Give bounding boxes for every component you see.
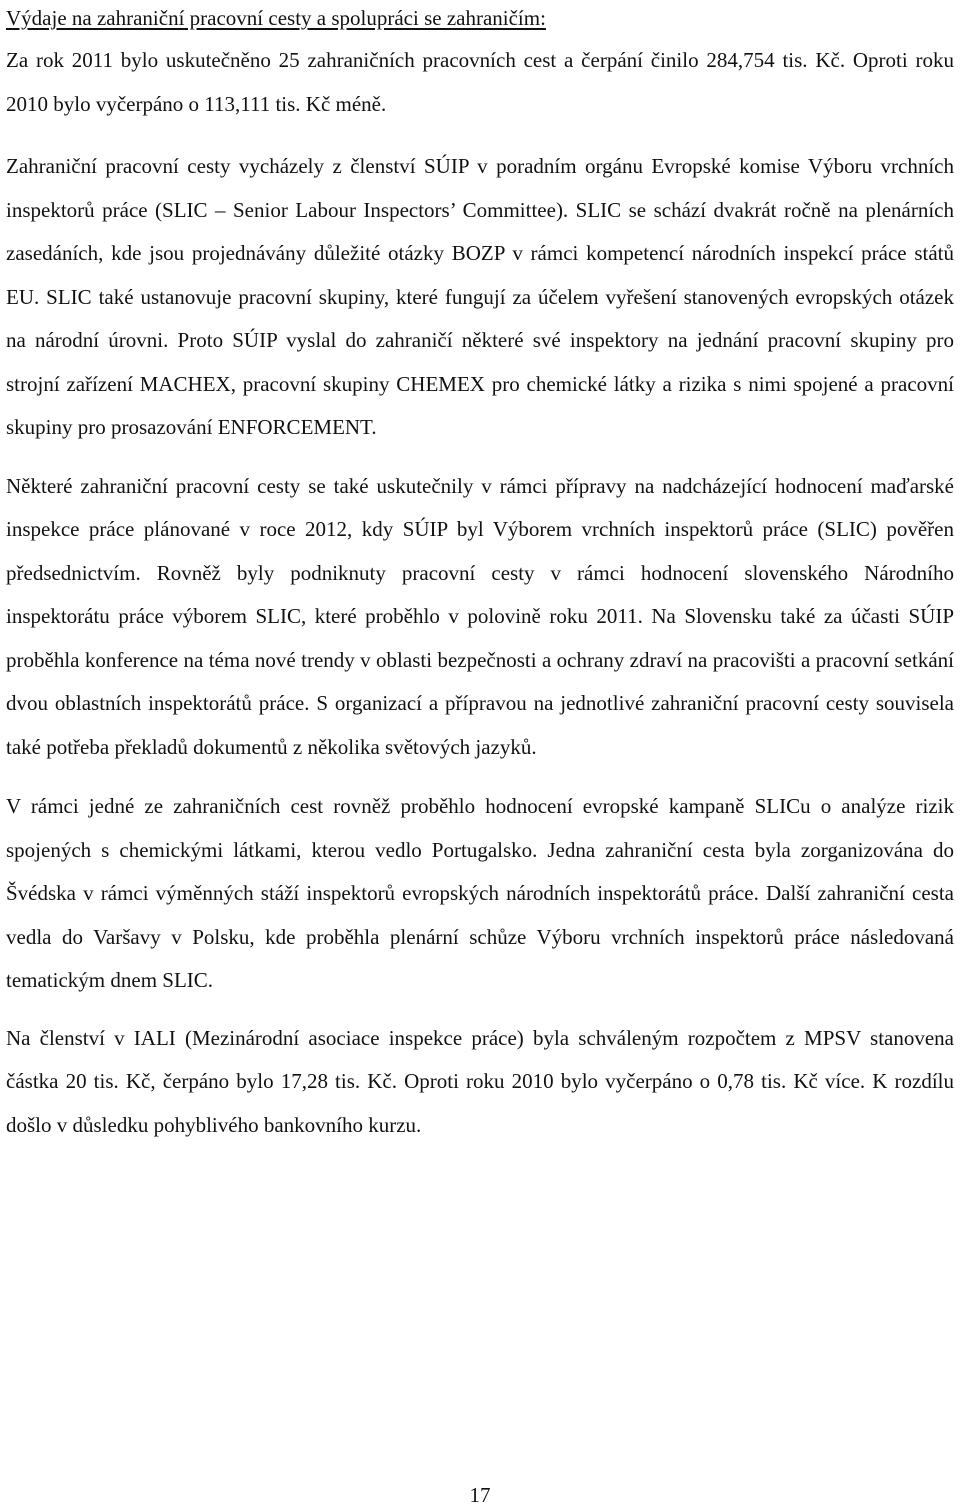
page-number: 17 [469, 1483, 491, 1507]
paragraph-iali-membership: Na členství v IALI (Mezinárodní asociace inspekce práce) byla schváleným rozpočtem z MPSV stanovena částka 20 tis. Kč, čerpáno bylo 17,28 tis. Kč. Oproti roku 2010 bylo vyčerpáno o 0,78 tis. Kč více. K rozdílu došlo v důsledku pohyblivého bankovního kurzu. [6, 1025, 954, 1137]
paragraph-campaign-trips: V rámci jedné ze zahraničních cest rovněž proběhlo hodnocení evropské kampaně SLICu o analýze rizik spojených s chemickými látkami, kterou vedlo Portugalsko. Jedna zahraniční cesta byla zorganizována do Švédska v rámci výměnných stáží inspektorů evropských národních inspektorátů práce. Další zahraniční cesta vedla do Varšavy v Polsku, kde proběhla plenární schůze Výboru vrchních inspektorů práce následovaná tematickým dnem SLIC. [6, 794, 954, 992]
paragraph-expense-summary: Za rok 2011 bylo uskutečněno 25 zahraničních pracovních cest a čerpání činilo 284,754 tis. Kč. Oproti roku 2010 bylo vyčerpáno o 113,111 tis. Kč méně. [6, 48, 954, 116]
paragraph-evaluations: Některé zahraniční pracovní cesty se také uskutečnily v rámci přípravy na nadcházející hodnocení maďarské inspekce práce plánované v roce 2012, kdy SÚIP byl Výborem vrchních inspektorů práce (SLIC) pověřen předsednictvím. Rovněž byly podniknuty pracovní cesty v rámci hodnocení slovenského Národního inspektorátu práce výborem SLIC, které proběhlo v polovině roku 2011. Na Slovensku také za účasti SÚIP proběhla konference na téma nové trendy v oblasti bezpečnosti a ochrany zdraví na pracovišti a pracovní setkání dvou oblastních inspektorátů práce. S organizací a přípravou na jednotlivé zahraniční pracovní cesty souvisela také potřeba překladů dokumentů z několika světových jazyků. [6, 473, 954, 759]
paragraph-slic-membership: Zahraniční pracovní cesty vycházely z členství SÚIP v poradním orgánu Evropské komise Výboru vrchních inspektorů práce (SLIC – Senior Labour Inspectors’ Committee). SLIC se schází dvakrát ročně na plenárních zasedáních, kde jsou projednávány důležité otázky BOZP v rámci kompetencí národních inspekcí práce států EU. SLIC také ustanovuje pracovní skupiny, které fungují za účelem vyřešení stanovených evropských otázek na národní úrovni. Proto SÚIP vyslal do zahraničí některé své inspektory na jednání pracovní skupiny pro strojní zařízení MACHEX, pracovní skupiny CHEMEX pro chemické látky a rizika s nimi spojené a pracovní skupiny pro prosazování ENFORCEMENT. [6, 154, 954, 439]
document-body [6, 0, 954, 1147]
section-heading: Výdaje na zahraniční pracovní cesty a spolupráci se zahraničím: [6, 6, 546, 30]
